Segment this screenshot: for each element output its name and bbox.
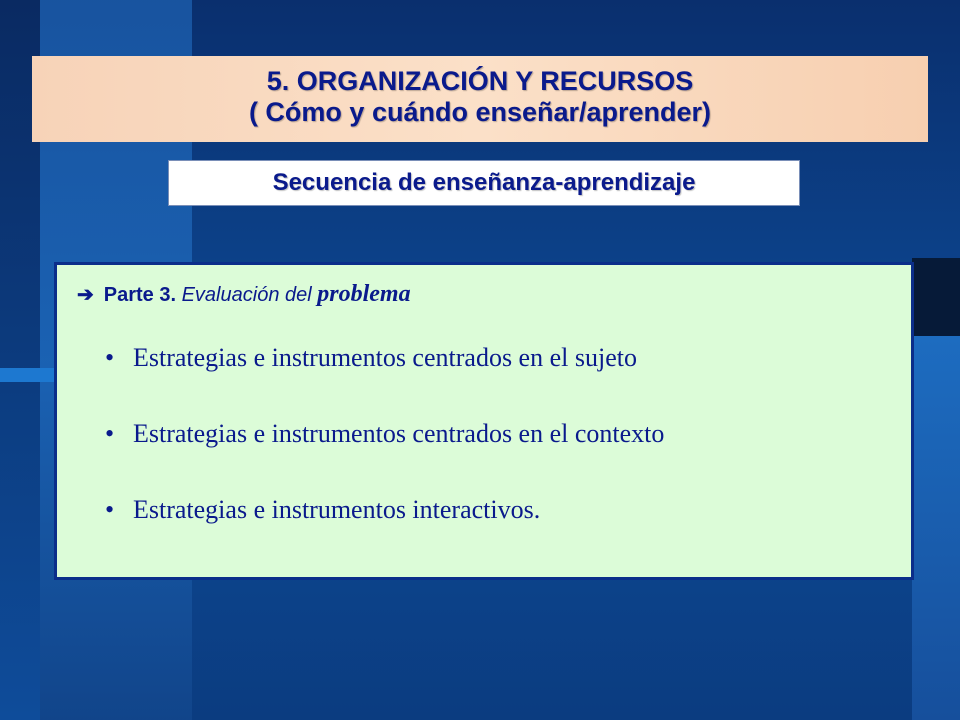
list-item-text: Estrategias e instrumentos centrados en el contexto: [133, 419, 665, 448]
list-item: [105, 419, 664, 495]
part-label: Parte 3.: [103, 284, 177, 306]
slide-title-box: [32, 56, 928, 142]
list-item-text: Estrategias e instrumentos centrados en el sujeto: [133, 343, 637, 372]
part-heading: [77, 281, 411, 308]
arrow-right-icon: ➔: [77, 284, 94, 306]
list-item: [105, 343, 664, 419]
bullet-icon: •: [105, 419, 115, 448]
bullet-icon: •: [105, 343, 115, 372]
content-panel: [54, 262, 914, 580]
background-stripe-right: [912, 336, 960, 720]
bullet-icon: •: [105, 495, 115, 524]
list-item-text: Estrategias e instrumentos interactivos.: [133, 495, 541, 524]
subtitle-text: Secuencia de enseñanza-aprendizaje: [272, 169, 696, 196]
slide-title-line-2: ( Cómo y cuándo enseñar/aprender): [248, 97, 712, 127]
background-accent-bar: [0, 368, 56, 382]
part-serif-text: problema: [317, 281, 411, 307]
bullet-list: [105, 343, 664, 571]
slide-title-line-1: 5. ORGANIZACIÓN Y RECURSOS: [266, 66, 694, 96]
background-dark-block: [912, 258, 960, 336]
subtitle-box: [168, 160, 800, 206]
part-italic-text: Evaluación del: [181, 284, 312, 306]
list-item: [105, 495, 664, 571]
